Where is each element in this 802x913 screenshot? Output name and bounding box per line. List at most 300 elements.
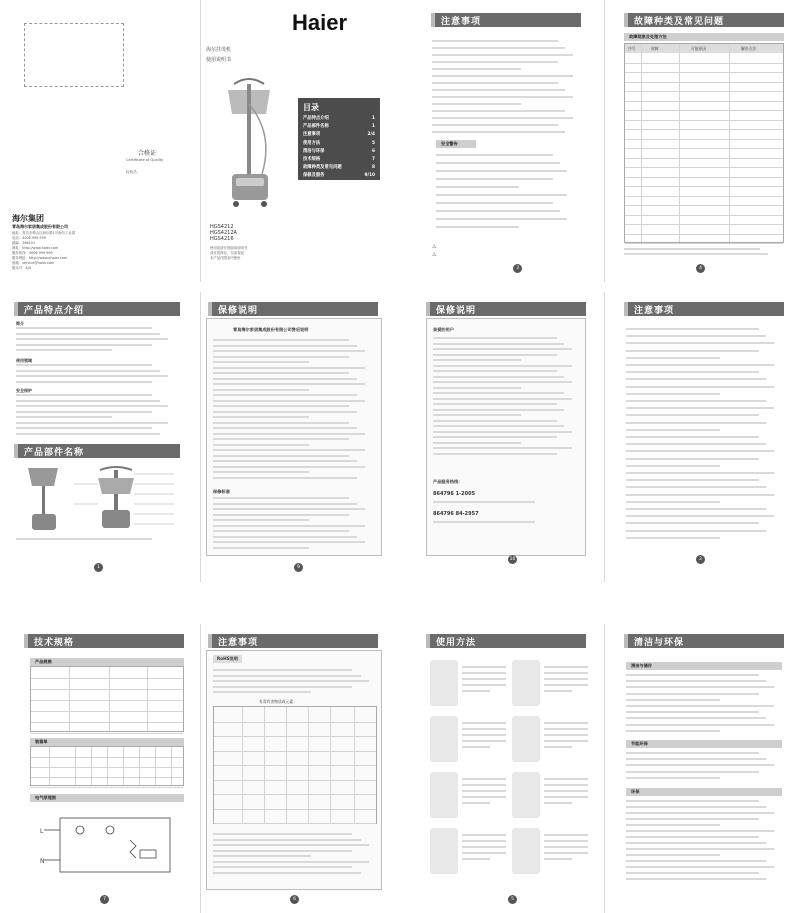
text-line xyxy=(213,547,309,549)
text-line xyxy=(626,515,774,517)
text-line xyxy=(213,514,349,516)
text-line xyxy=(626,357,720,359)
step-caption-line xyxy=(462,684,506,686)
text-line xyxy=(16,400,160,402)
model-number: HGS4216 xyxy=(210,236,234,242)
product-title: 海尔挂烫机 xyxy=(206,47,232,53)
text-line xyxy=(626,771,759,773)
toc-item xyxy=(303,164,375,172)
text-line xyxy=(213,405,349,407)
text-line xyxy=(626,486,766,488)
step-illustration xyxy=(512,772,540,818)
text-line xyxy=(213,861,369,863)
certificate-inspector: 检验员： xyxy=(126,170,141,174)
step-caption-line xyxy=(544,690,572,692)
text-line xyxy=(213,850,352,852)
step-caption-line xyxy=(462,790,506,792)
step-caption-line xyxy=(544,840,588,842)
spread-2 xyxy=(406,0,802,282)
toc-item-label: 清洁与环保 xyxy=(303,148,325,154)
step-illustration xyxy=(430,660,458,706)
svg-text:N: N xyxy=(40,858,45,865)
text-line xyxy=(213,675,361,677)
text-line xyxy=(16,422,168,424)
toc-item-page: 8 xyxy=(372,165,375,171)
table-row-line xyxy=(625,120,783,121)
step-illustration xyxy=(430,828,458,874)
section-title: 故障种类及常见问题 xyxy=(634,17,725,27)
text-line xyxy=(626,812,774,814)
text-line xyxy=(213,525,365,527)
text-line xyxy=(436,186,519,188)
rohs-box xyxy=(206,650,382,890)
text-line xyxy=(626,443,766,445)
step-illustration xyxy=(430,772,458,818)
section-header xyxy=(431,13,581,27)
section-title: 注意事项 xyxy=(218,638,259,648)
section-header xyxy=(208,634,378,648)
toc-item-label: 产品部件名称 xyxy=(303,124,329,130)
table-row-line xyxy=(625,148,783,149)
cautions-page xyxy=(406,0,604,282)
table-row-line xyxy=(31,689,183,690)
toc-item xyxy=(303,131,375,139)
section-header xyxy=(624,634,784,648)
sub-heading: 节能环保 xyxy=(626,740,782,748)
section-header xyxy=(14,302,180,316)
text-line xyxy=(213,367,365,369)
text-line xyxy=(433,398,572,400)
toc-item-page: 2/4 xyxy=(367,132,375,138)
step-illustration xyxy=(512,660,540,706)
brand-logo: Haier xyxy=(292,10,348,35)
certificate-placeholder xyxy=(24,23,124,87)
text-line xyxy=(213,536,357,538)
step-illustration xyxy=(430,716,458,762)
section-label: 使用领域 xyxy=(16,358,32,363)
sub-heading: 清洁与储存 xyxy=(626,662,782,670)
text-line xyxy=(213,855,311,857)
parts-diagram xyxy=(14,464,184,534)
usage-step xyxy=(430,772,508,824)
text-line xyxy=(16,364,152,366)
text-line xyxy=(433,343,564,345)
company-line: 地址：青岛市崂山区海尔路1号海尔工业园 xyxy=(12,231,76,235)
text-line xyxy=(626,508,766,510)
step-caption-line xyxy=(544,746,572,748)
text-line xyxy=(436,170,567,172)
circuit-diagram xyxy=(40,810,180,880)
text-line xyxy=(16,375,168,377)
cleaning-page xyxy=(604,624,802,913)
text-line xyxy=(626,450,774,452)
text-line xyxy=(433,425,564,427)
phone-number: 864796 84-2957 xyxy=(433,511,479,517)
step-caption-line xyxy=(462,746,490,748)
table-title: 电气原理图 xyxy=(30,794,184,802)
text-line xyxy=(433,387,521,389)
certificate-title: 合格证 xyxy=(138,150,157,157)
page-number: 1 xyxy=(94,563,103,572)
text-line xyxy=(436,154,553,156)
step-caption-line xyxy=(544,678,588,680)
text-line xyxy=(16,349,112,351)
text-line xyxy=(213,433,365,435)
toc-item xyxy=(303,148,375,156)
table-title: 故障现象及处理方法 xyxy=(624,33,784,41)
table-row-line xyxy=(625,91,783,92)
text-line xyxy=(626,705,774,707)
text-line xyxy=(626,717,766,719)
spread-6 xyxy=(406,624,802,913)
table-row-line xyxy=(625,101,783,102)
section-header xyxy=(208,302,378,316)
text-line xyxy=(16,411,152,413)
spread-cover xyxy=(0,0,400,282)
table-row-line xyxy=(625,215,783,216)
column-header: 序号 xyxy=(628,46,636,51)
text-line xyxy=(626,458,759,460)
text-line xyxy=(16,394,152,396)
warranty-page-2 xyxy=(406,292,604,582)
text-line xyxy=(624,248,760,250)
toc-item-page: 1 xyxy=(372,116,375,121)
text-line xyxy=(626,878,766,880)
model-number: HGS4212A xyxy=(210,230,237,236)
section-title: 注意事项 xyxy=(634,306,675,316)
text-line xyxy=(626,842,766,844)
table-row-line xyxy=(625,234,783,235)
text-line xyxy=(213,394,357,396)
text-line xyxy=(433,337,557,339)
text-line xyxy=(626,537,720,539)
section-header xyxy=(624,13,784,27)
text-line xyxy=(213,356,349,358)
text-line xyxy=(433,348,572,350)
rohs-table xyxy=(213,706,377,824)
step-caption-line xyxy=(544,802,572,804)
text-line xyxy=(213,389,309,391)
text-line xyxy=(432,110,565,112)
section-header xyxy=(426,634,586,648)
text-line xyxy=(433,365,572,367)
text-line xyxy=(213,422,349,424)
text-line xyxy=(626,407,774,409)
step-caption-line xyxy=(462,734,506,736)
step-caption-line xyxy=(462,728,506,730)
text-line xyxy=(626,422,766,424)
text-line xyxy=(432,68,521,70)
section-header xyxy=(14,444,180,458)
toc-item xyxy=(303,156,375,164)
section-title: 使用方法 xyxy=(436,638,477,648)
text-line xyxy=(432,124,558,126)
step-caption-line xyxy=(462,846,506,848)
text-line xyxy=(626,730,720,732)
text-line xyxy=(213,839,361,841)
text-line xyxy=(16,381,152,383)
rohs-page xyxy=(200,624,400,913)
company-name: 青岛海尔家居集成股份有限公司 xyxy=(12,224,68,229)
text-line xyxy=(213,691,311,693)
contact-label: 产品服务热线： xyxy=(433,479,463,484)
text-line xyxy=(433,381,572,383)
company-line: 网址：http://www.haier.com xyxy=(12,246,59,250)
table-row-line xyxy=(31,700,183,701)
step-caption-line xyxy=(462,740,506,742)
text-line xyxy=(16,427,152,429)
text-line xyxy=(213,400,365,402)
step-caption-line xyxy=(462,852,506,854)
table-row-line xyxy=(625,224,783,225)
step-caption-line xyxy=(544,784,588,786)
usage-step xyxy=(430,660,508,712)
text-line xyxy=(213,844,369,846)
features-page xyxy=(0,292,200,582)
section-title: 注意事项 xyxy=(441,17,482,27)
usage-page xyxy=(406,624,604,913)
page-number: 4 xyxy=(696,264,705,273)
text-line xyxy=(16,338,168,340)
text-line xyxy=(213,350,365,352)
text-line xyxy=(626,752,759,754)
table-row-line xyxy=(214,780,376,781)
toc-item xyxy=(303,115,375,123)
text-line xyxy=(16,416,112,418)
toc-item xyxy=(303,140,375,148)
text-line xyxy=(213,686,352,688)
step-caption-line xyxy=(462,834,506,836)
warranty-box xyxy=(206,318,382,556)
text-line xyxy=(432,82,558,84)
text-line xyxy=(432,54,573,56)
text-line xyxy=(213,508,365,510)
caution-icon: ⚠ xyxy=(432,252,437,258)
text-line xyxy=(213,383,365,385)
table-row-line xyxy=(31,777,183,778)
table-row-line xyxy=(214,823,376,824)
text-line xyxy=(626,479,759,481)
toc-item-page: 6 xyxy=(372,148,375,154)
group-logo: 海尔集团 xyxy=(12,214,44,223)
text-line xyxy=(16,344,152,346)
step-caption-line xyxy=(462,672,506,674)
text-line xyxy=(626,872,759,874)
text-line xyxy=(432,96,573,98)
text-line xyxy=(213,339,349,341)
step-caption-line xyxy=(544,778,588,780)
text-line xyxy=(626,400,766,402)
toc-list xyxy=(303,115,375,181)
page-number: 10 xyxy=(509,557,516,562)
step-caption-line xyxy=(462,678,506,680)
toc-item-page: 5 xyxy=(372,140,375,146)
text-line xyxy=(433,414,521,416)
text-line xyxy=(626,758,766,760)
text-line xyxy=(213,416,309,418)
text-line xyxy=(213,541,365,543)
step-caption-line xyxy=(544,740,588,742)
text-line xyxy=(433,376,564,378)
sub-heading: 环保 xyxy=(626,788,782,796)
usage-step xyxy=(512,660,590,712)
section-header xyxy=(426,302,586,316)
step-caption-line xyxy=(544,666,588,668)
table-row-line xyxy=(625,63,783,64)
text-line xyxy=(436,194,567,196)
column-header: 解决方法 xyxy=(741,46,757,51)
company-line: 服务网址：http://www.ehaier.com xyxy=(12,256,68,260)
step-caption-line xyxy=(462,722,506,724)
text-line xyxy=(626,680,766,682)
rohs-label: RoHS说明 xyxy=(213,655,242,663)
text-line xyxy=(436,178,553,180)
toc-item-label: 注意事项 xyxy=(303,132,321,138)
section-header xyxy=(624,302,784,316)
text-line xyxy=(626,342,774,344)
step-caption-line xyxy=(462,858,490,860)
table-row-line xyxy=(625,82,783,83)
text-line xyxy=(213,530,349,532)
specs-table xyxy=(30,666,184,732)
text-line xyxy=(626,522,759,524)
text-line xyxy=(16,370,160,372)
table-row-line xyxy=(625,186,783,187)
text-line xyxy=(16,327,152,329)
step-caption-line xyxy=(462,784,506,786)
table-row-line xyxy=(625,72,783,73)
troubleshooting-page xyxy=(604,0,802,282)
text-line xyxy=(626,472,774,474)
table-row-line xyxy=(31,767,183,768)
text-line xyxy=(626,686,774,688)
step-caption-line xyxy=(462,802,490,804)
cover-front-page xyxy=(200,0,400,282)
toc-item-page: 9/10 xyxy=(364,173,375,179)
company-line: 版本号：A/0 xyxy=(12,266,32,270)
text-line xyxy=(213,503,357,505)
toc-item-label: 产品特点介绍 xyxy=(303,116,329,121)
step-illustration xyxy=(512,828,540,874)
text-line xyxy=(433,442,521,444)
text-line xyxy=(626,429,720,431)
toc-title: 目录 xyxy=(303,103,319,112)
text-line xyxy=(433,392,564,394)
certificate-subtitle: Certificate of Quality xyxy=(126,158,164,162)
page-number: 9 xyxy=(294,563,303,572)
text-line xyxy=(436,202,553,204)
toc-item-page: 7 xyxy=(372,157,375,163)
page-number: 5 xyxy=(508,895,517,904)
text-line xyxy=(436,218,567,220)
usage-step xyxy=(512,716,590,768)
text-line xyxy=(626,836,759,838)
section-header xyxy=(24,634,184,648)
text-line xyxy=(213,438,349,440)
cautions-page-2 xyxy=(604,292,802,582)
toc-item-label: 保修及服务 xyxy=(303,173,325,179)
step-caption-line xyxy=(544,684,588,686)
table-row-line xyxy=(31,722,183,723)
text-line xyxy=(213,866,352,868)
company-line: 邮编：266101 xyxy=(12,241,36,245)
text-line xyxy=(626,693,759,695)
text-line xyxy=(213,497,349,499)
cover-note: 本产品仅限室内使用 xyxy=(210,256,241,260)
text-line xyxy=(213,345,357,347)
toc-item-label: 技术规格 xyxy=(303,157,321,163)
step-caption-line xyxy=(462,840,506,842)
troubleshooting-table xyxy=(624,43,784,243)
text-line xyxy=(432,40,558,42)
table-row-line xyxy=(625,158,783,159)
column-header: 故障 xyxy=(651,46,659,51)
step-illustration xyxy=(512,716,540,762)
section-label: 简介 xyxy=(16,321,24,326)
text-line xyxy=(16,433,160,435)
text-line xyxy=(626,854,720,856)
text-line xyxy=(626,494,774,496)
table-row-line xyxy=(31,787,183,788)
text-line xyxy=(433,359,521,361)
spread-3 xyxy=(0,292,400,582)
sub-heading: 安全警告 xyxy=(436,140,476,148)
dear-user: 亲爱的用户 xyxy=(433,327,454,332)
section-title: 保修说明 xyxy=(218,306,259,316)
warranty-sub: 保修标准 xyxy=(213,489,230,494)
step-caption-line xyxy=(544,852,588,854)
usage-step xyxy=(512,828,590,880)
toc-item-label: 使用方法 xyxy=(303,140,321,146)
step-caption-line xyxy=(544,722,588,724)
section-title: 清洁与环保 xyxy=(634,638,685,648)
text-line xyxy=(432,89,565,91)
step-caption-line xyxy=(462,666,506,668)
table-row-line xyxy=(625,243,783,244)
warranty-box xyxy=(426,318,586,556)
table-row-line xyxy=(214,736,376,737)
section-title: 产品特点介绍 xyxy=(24,306,85,316)
packing-table xyxy=(30,746,184,786)
table-row-line xyxy=(214,809,376,810)
model-number: HGS4212 xyxy=(210,224,234,230)
text-line xyxy=(213,449,365,451)
company-line: 电话：4006 999 999 xyxy=(12,236,46,240)
text-line xyxy=(433,403,557,405)
step-caption-line xyxy=(544,834,588,836)
text-line xyxy=(432,61,558,63)
cover-note: 请妥善保存，以备查阅 xyxy=(210,251,244,255)
toc-item xyxy=(303,172,375,180)
warning-icon: ⚠ xyxy=(432,244,437,250)
text-line xyxy=(626,465,720,467)
step-caption-line xyxy=(544,846,588,848)
text-line xyxy=(436,226,519,228)
text-line xyxy=(626,378,766,380)
spread-5 xyxy=(0,624,400,913)
text-line xyxy=(436,210,560,212)
cover-note: 使用前请仔细阅读说明书 xyxy=(210,246,248,250)
text-line xyxy=(433,420,557,422)
table-row-line xyxy=(214,794,376,795)
table-row-line xyxy=(214,751,376,752)
text-line xyxy=(626,777,720,779)
toc-item-page: 1 xyxy=(372,124,375,130)
step-caption-line xyxy=(544,728,588,730)
text-line xyxy=(213,872,361,874)
text-line xyxy=(213,466,365,468)
text-line xyxy=(626,724,774,726)
